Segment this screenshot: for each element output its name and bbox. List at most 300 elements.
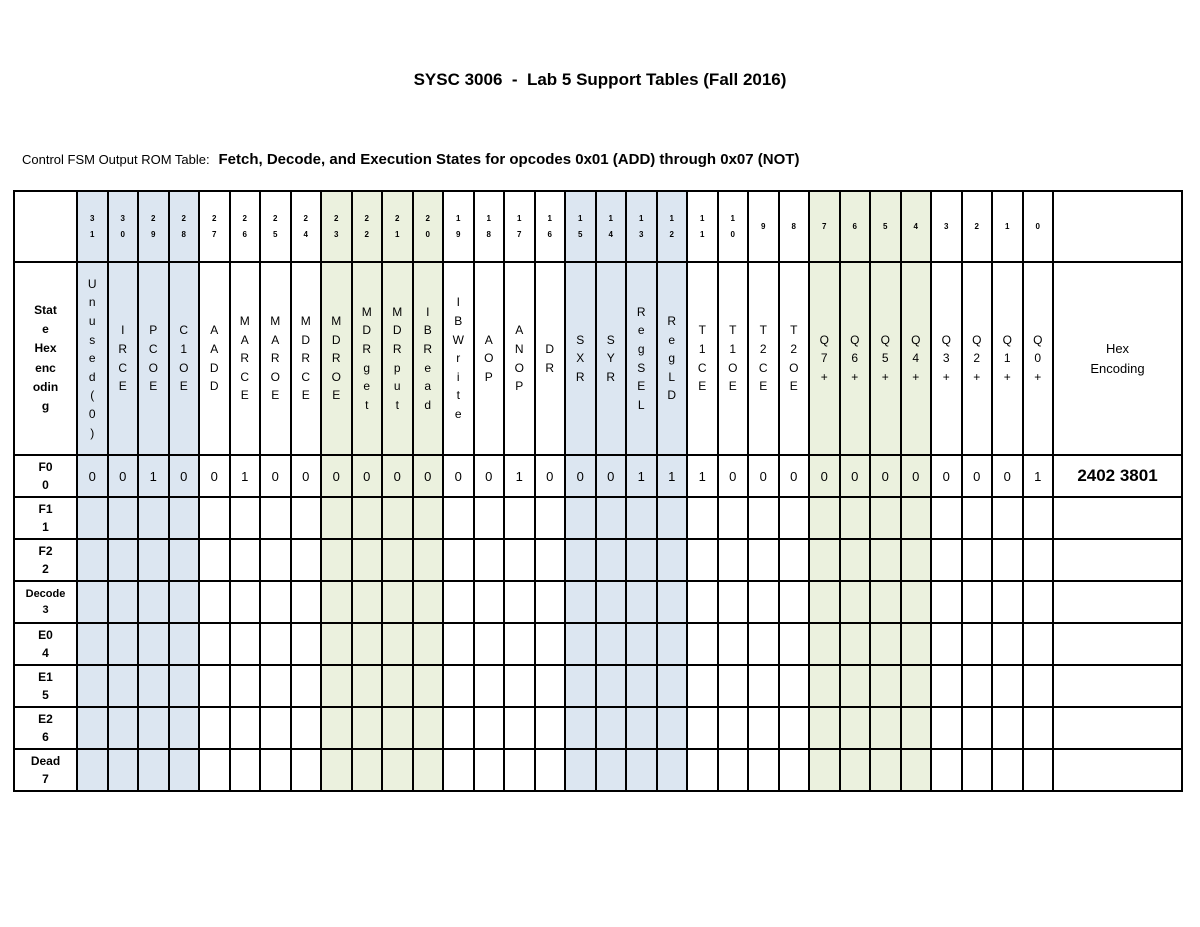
bit-value-cell (443, 707, 474, 749)
bit-value-cell (565, 497, 596, 539)
bit-value-cell (443, 665, 474, 707)
bit-value-cell (840, 665, 871, 707)
bit-value-cell (474, 665, 505, 707)
bit-number-cell: 3 0 (108, 191, 139, 262)
bit-value-cell (626, 749, 657, 791)
signal-name-cell: A O P (474, 262, 505, 455)
bit-number-cell: 1 0 (718, 191, 749, 262)
bit-value-cell: 0 (443, 455, 474, 497)
bit-number-row (14, 191, 1182, 262)
bit-value-cell (1023, 623, 1054, 665)
bit-value-cell (138, 623, 169, 665)
bit-value-cell (992, 749, 1023, 791)
page-title: SYSC 3006 - Lab 5 Support Tables (Fall 2016) (413, 70, 787, 89)
bit-number-cell: 2 3 (321, 191, 352, 262)
bit-value-cell (687, 665, 718, 707)
bit-value-cell (748, 623, 779, 665)
bit-value-cell (169, 749, 200, 791)
bit-value-cell (443, 497, 474, 539)
bit-value-cell (565, 707, 596, 749)
bit-number-cell: 1 2 (657, 191, 688, 262)
bit-value-cell (687, 497, 718, 539)
bit-value-cell (443, 539, 474, 581)
bit-value-cell (901, 581, 932, 623)
bit-value-cell (931, 581, 962, 623)
bit-value-cell (962, 497, 993, 539)
bit-value-cell (77, 749, 108, 791)
bit-value-cell (1023, 539, 1054, 581)
bit-value-cell (962, 539, 993, 581)
bit-value-cell (657, 581, 688, 623)
signal-name-cell: R e g L D (657, 262, 688, 455)
bit-value-cell (108, 623, 139, 665)
bit-value-cell (779, 665, 810, 707)
bit-value-cell (657, 497, 688, 539)
bit-value-cell (626, 665, 657, 707)
bit-value-cell (626, 497, 657, 539)
bit-value-cell (931, 497, 962, 539)
state-row (14, 539, 1182, 581)
bit-value-cell: 0 (77, 455, 108, 497)
bit-value-cell (840, 749, 871, 791)
bit-value-cell (718, 665, 749, 707)
bit-value-cell (169, 497, 200, 539)
bit-value-cell (260, 665, 291, 707)
signal-name-cell: Q 5 + (870, 262, 901, 455)
bit-value-cell (840, 707, 871, 749)
bit-number-cell: 8 (779, 191, 810, 262)
signal-name-cell: A N O P (504, 262, 535, 455)
bit-value-cell (504, 707, 535, 749)
bit-value-cell (901, 497, 932, 539)
bit-value-cell (962, 581, 993, 623)
bit-value-cell (321, 623, 352, 665)
bit-number-cell: 3 1 (77, 191, 108, 262)
bit-value-cell (352, 665, 383, 707)
bit-value-cell (657, 665, 688, 707)
bit-value-cell: 0 (779, 455, 810, 497)
bit-value-cell (382, 749, 413, 791)
bit-value-cell (748, 749, 779, 791)
bit-value-cell (199, 539, 230, 581)
bit-value-cell (596, 581, 627, 623)
bit-value-cell (474, 749, 505, 791)
hex-encoding-header: Hex Encoding (1053, 262, 1182, 455)
bit-value-cell (321, 581, 352, 623)
bit-value-cell (77, 665, 108, 707)
bit-number-cell: 2 (962, 191, 993, 262)
bit-value-cell (260, 497, 291, 539)
bit-value-cell (870, 581, 901, 623)
bit-number-cell: 2 9 (138, 191, 169, 262)
bit-value-cell (230, 665, 261, 707)
bit-value-cell: 0 (840, 455, 871, 497)
signal-name-cell: Q 7 + (809, 262, 840, 455)
bit-number-cell: 3 (931, 191, 962, 262)
bit-value-cell (596, 665, 627, 707)
bit-value-cell (108, 539, 139, 581)
state-label-cell: F0 0 (14, 455, 77, 497)
bit-value-cell (687, 539, 718, 581)
bit-value-cell: 1 (504, 455, 535, 497)
bit-value-cell (809, 707, 840, 749)
bit-value-cell (596, 707, 627, 749)
signal-name-cell: S X R (565, 262, 596, 455)
bit-value-cell: 0 (962, 455, 993, 497)
signal-name-cell: Q 1 + (992, 262, 1023, 455)
bit-number-cell: 2 5 (260, 191, 291, 262)
bit-number-cell: 1 (992, 191, 1023, 262)
state-row (14, 455, 1182, 497)
bit-value-cell (77, 497, 108, 539)
bit-value-cell (901, 623, 932, 665)
signal-name-cell: M A R C E (230, 262, 261, 455)
bit-value-cell: 1 (230, 455, 261, 497)
bit-value-cell: 0 (474, 455, 505, 497)
bit-value-cell (931, 707, 962, 749)
bit-value-cell (992, 707, 1023, 749)
bit-value-cell (504, 623, 535, 665)
signal-name-cell: I B W r i t e (443, 262, 474, 455)
bit-value-cell (870, 539, 901, 581)
bit-number-cell: 4 (901, 191, 932, 262)
bit-value-cell (931, 665, 962, 707)
signal-name-cell: T 1 O E (718, 262, 749, 455)
bit-value-cell (870, 749, 901, 791)
bit-value-cell (687, 707, 718, 749)
bit-value-cell (413, 665, 444, 707)
bit-value-cell (413, 749, 444, 791)
bit-value-cell (779, 749, 810, 791)
bit-value-cell (870, 623, 901, 665)
bit-value-cell (992, 497, 1023, 539)
state-row (14, 707, 1182, 749)
state-row (14, 497, 1182, 539)
bit-value-cell (626, 707, 657, 749)
bit-value-cell: 0 (291, 455, 322, 497)
bit-value-cell (291, 581, 322, 623)
bit-number-cell: 2 2 (352, 191, 383, 262)
bit-number-cell: 1 4 (596, 191, 627, 262)
bit-value-cell (108, 581, 139, 623)
hex-value-cell: 2402 3801 (1053, 455, 1182, 497)
bit-number-cell: 1 7 (504, 191, 535, 262)
bit-value-cell (382, 707, 413, 749)
bit-value-cell: 0 (748, 455, 779, 497)
bit-value-cell: 1 (687, 455, 718, 497)
bit-value-cell (565, 749, 596, 791)
bit-value-cell: 0 (565, 455, 596, 497)
bit-value-cell (352, 539, 383, 581)
bit-value-cell (535, 497, 566, 539)
bit-value-cell (108, 497, 139, 539)
bit-value-cell (504, 497, 535, 539)
bit-value-cell (443, 581, 474, 623)
bit-value-cell (748, 581, 779, 623)
bit-value-cell (291, 665, 322, 707)
bit-value-cell (596, 539, 627, 581)
bit-value-cell (687, 623, 718, 665)
bit-value-cell (840, 539, 871, 581)
bit-value-cell (962, 623, 993, 665)
bit-value-cell (535, 623, 566, 665)
bit-value-cell (779, 497, 810, 539)
bit-value-cell (748, 707, 779, 749)
bit-value-cell: 0 (108, 455, 139, 497)
bit-value-cell (199, 581, 230, 623)
bit-value-cell (1023, 749, 1054, 791)
bit-value-cell (504, 581, 535, 623)
bit-value-cell: 0 (596, 455, 627, 497)
bit-value-cell: 0 (809, 455, 840, 497)
bit-value-cell (748, 665, 779, 707)
control-rom-table (13, 190, 1183, 792)
bit-number-cell: 1 5 (565, 191, 596, 262)
bit-value-cell (108, 707, 139, 749)
signal-name-cell: T 2 O E (779, 262, 810, 455)
bit-value-cell (260, 581, 291, 623)
bit-value-cell (321, 707, 352, 749)
state-label-cell: F2 2 (14, 539, 77, 581)
bit-value-cell (1023, 707, 1054, 749)
bit-value-cell (535, 665, 566, 707)
bit-value-cell (992, 623, 1023, 665)
bit-value-cell (474, 497, 505, 539)
bit-value-cell: 0 (931, 455, 962, 497)
bit-value-cell (504, 665, 535, 707)
bit-value-cell (321, 539, 352, 581)
bit-value-cell (382, 497, 413, 539)
bit-value-cell (413, 539, 444, 581)
bit-value-cell (718, 623, 749, 665)
state-row (14, 749, 1182, 791)
bit-value-cell (870, 665, 901, 707)
signal-name-cell: Q 0 + (1023, 262, 1054, 455)
bit-value-cell (291, 623, 322, 665)
bit-value-cell (535, 581, 566, 623)
bit-number-cell: 2 7 (199, 191, 230, 262)
bit-number-cell: 2 0 (413, 191, 444, 262)
signal-name-cell: T 2 C E (748, 262, 779, 455)
signal-name-cell: T 1 C E (687, 262, 718, 455)
bit-value-cell (291, 749, 322, 791)
state-label-cell: E2 6 (14, 707, 77, 749)
bit-value-cell (199, 707, 230, 749)
state-row (14, 623, 1182, 665)
bit-value-cell: 1 (626, 455, 657, 497)
bit-value-cell (809, 623, 840, 665)
bit-value-cell (962, 665, 993, 707)
bit-value-cell (718, 707, 749, 749)
bit-value-cell (596, 497, 627, 539)
bit-value-cell (77, 707, 108, 749)
bit-value-cell (352, 497, 383, 539)
hex-value-cell (1053, 581, 1182, 623)
bit-value-cell (565, 623, 596, 665)
bit-value-cell (1023, 497, 1054, 539)
bit-value-cell (779, 539, 810, 581)
signal-name-cell: C 1 O E (169, 262, 200, 455)
bit-value-cell (657, 749, 688, 791)
bit-number-cell: 2 8 (169, 191, 200, 262)
bit-value-cell (108, 665, 139, 707)
bit-value-cell: 0 (413, 455, 444, 497)
bit-value-cell (931, 749, 962, 791)
bit-value-cell: 0 (352, 455, 383, 497)
bit-value-cell (382, 623, 413, 665)
signal-name-cell: I B R e a d (413, 262, 444, 455)
bit-number-cell: 6 (840, 191, 871, 262)
signal-name-cell: M D R p u t (382, 262, 413, 455)
bit-number-cell: 1 8 (474, 191, 505, 262)
bit-value-cell (718, 581, 749, 623)
bit-number-cell: 9 (748, 191, 779, 262)
signal-name-cell: U n u s e d ( 0 ) (77, 262, 108, 455)
bit-value-cell (657, 623, 688, 665)
bit-value-cell (840, 623, 871, 665)
bit-value-cell (413, 581, 444, 623)
bit-value-cell (138, 665, 169, 707)
signal-name-cell: Q 4 + (901, 262, 932, 455)
bit-value-cell (901, 539, 932, 581)
bit-value-cell (352, 623, 383, 665)
bit-value-cell (626, 623, 657, 665)
signal-name-cell: P C O E (138, 262, 169, 455)
signal-name-cell: I R C E (108, 262, 139, 455)
bit-value-cell (1023, 665, 1054, 707)
bit-value-cell (779, 581, 810, 623)
bit-value-cell (291, 539, 322, 581)
bit-value-cell (962, 749, 993, 791)
bit-value-cell (687, 749, 718, 791)
bit-value-cell: 0 (718, 455, 749, 497)
hex-value-cell (1053, 539, 1182, 581)
signal-name-cell: M A R O E (260, 262, 291, 455)
bit-value-cell (901, 749, 932, 791)
bit-value-cell (413, 497, 444, 539)
bit-value-cell: 0 (260, 455, 291, 497)
corner-cell (14, 191, 77, 262)
table-caption (22, 151, 799, 169)
bit-value-cell (352, 581, 383, 623)
bit-value-cell (199, 665, 230, 707)
bit-number-cell: 7 (809, 191, 840, 262)
bit-value-cell (443, 623, 474, 665)
state-row (14, 581, 1182, 623)
signal-name-row (14, 262, 1182, 455)
bit-value-cell (260, 623, 291, 665)
bit-value-cell (870, 497, 901, 539)
bit-value-cell (260, 539, 291, 581)
bit-value-cell (260, 707, 291, 749)
signal-name-cell: S Y R (596, 262, 627, 455)
bit-value-cell (138, 539, 169, 581)
bit-value-cell (718, 497, 749, 539)
bit-value-cell (321, 497, 352, 539)
bit-value-cell (443, 749, 474, 791)
hex-value-cell (1053, 497, 1182, 539)
bit-value-cell (230, 539, 261, 581)
state-label-cell: F1 1 (14, 497, 77, 539)
bit-value-cell: 0 (199, 455, 230, 497)
bit-value-cell (657, 539, 688, 581)
bit-value-cell (199, 623, 230, 665)
bit-value-cell (901, 707, 932, 749)
caption-label: Control FSM Output ROM Table: (22, 152, 210, 167)
bit-value-cell (474, 707, 505, 749)
bit-value-cell (748, 539, 779, 581)
bit-number-cell: 1 6 (535, 191, 566, 262)
bit-value-cell (992, 665, 1023, 707)
bit-value-cell (870, 707, 901, 749)
bit-value-cell (931, 623, 962, 665)
bit-value-cell (474, 581, 505, 623)
bit-value-cell (77, 539, 108, 581)
signal-name-cell: R e g S E L (626, 262, 657, 455)
bit-value-cell (626, 539, 657, 581)
bit-value-cell (413, 623, 444, 665)
bit-value-cell (596, 749, 627, 791)
bit-value-cell (77, 581, 108, 623)
bit-value-cell (230, 623, 261, 665)
bit-value-cell (291, 707, 322, 749)
bit-number-cell: 1 9 (443, 191, 474, 262)
signal-name-cell: M D R g e t (352, 262, 383, 455)
bit-value-cell (199, 497, 230, 539)
bit-value-cell (779, 623, 810, 665)
bit-value-cell (565, 539, 596, 581)
bit-value-cell (77, 623, 108, 665)
bit-value-cell: 1 (1023, 455, 1054, 497)
bit-value-cell: 1 (657, 455, 688, 497)
bit-value-cell (596, 623, 627, 665)
signal-name-cell: M D R O E (321, 262, 352, 455)
bit-value-cell (169, 623, 200, 665)
bit-value-cell (169, 665, 200, 707)
bit-value-cell: 1 (138, 455, 169, 497)
bit-value-cell: 0 (535, 455, 566, 497)
bit-value-cell (809, 497, 840, 539)
bit-value-cell: 0 (870, 455, 901, 497)
bit-value-cell (230, 707, 261, 749)
bit-value-cell (809, 581, 840, 623)
bit-value-cell (413, 707, 444, 749)
bit-value-cell (840, 497, 871, 539)
bit-value-cell (382, 539, 413, 581)
state-row (14, 665, 1182, 707)
bit-value-cell (565, 665, 596, 707)
bit-value-cell (138, 707, 169, 749)
bit-value-cell (138, 581, 169, 623)
bit-value-cell (840, 581, 871, 623)
bit-value-cell (901, 665, 932, 707)
bit-value-cell (992, 581, 1023, 623)
bit-value-cell (657, 707, 688, 749)
bit-value-cell (535, 707, 566, 749)
bit-value-cell (199, 749, 230, 791)
bit-value-cell (352, 749, 383, 791)
bit-value-cell (230, 497, 261, 539)
bit-value-cell (809, 539, 840, 581)
bit-value-cell (321, 749, 352, 791)
bit-value-cell (962, 707, 993, 749)
bit-value-cell (230, 581, 261, 623)
bit-number-cell: 2 1 (382, 191, 413, 262)
bit-value-cell (504, 749, 535, 791)
caption-description: Fetch, Decode, and Execution States for opcodes 0x01 (ADD) through 0x07 (NOT) (218, 151, 800, 168)
signal-name-cell: M D R C E (291, 262, 322, 455)
bit-number-cell: 1 3 (626, 191, 657, 262)
